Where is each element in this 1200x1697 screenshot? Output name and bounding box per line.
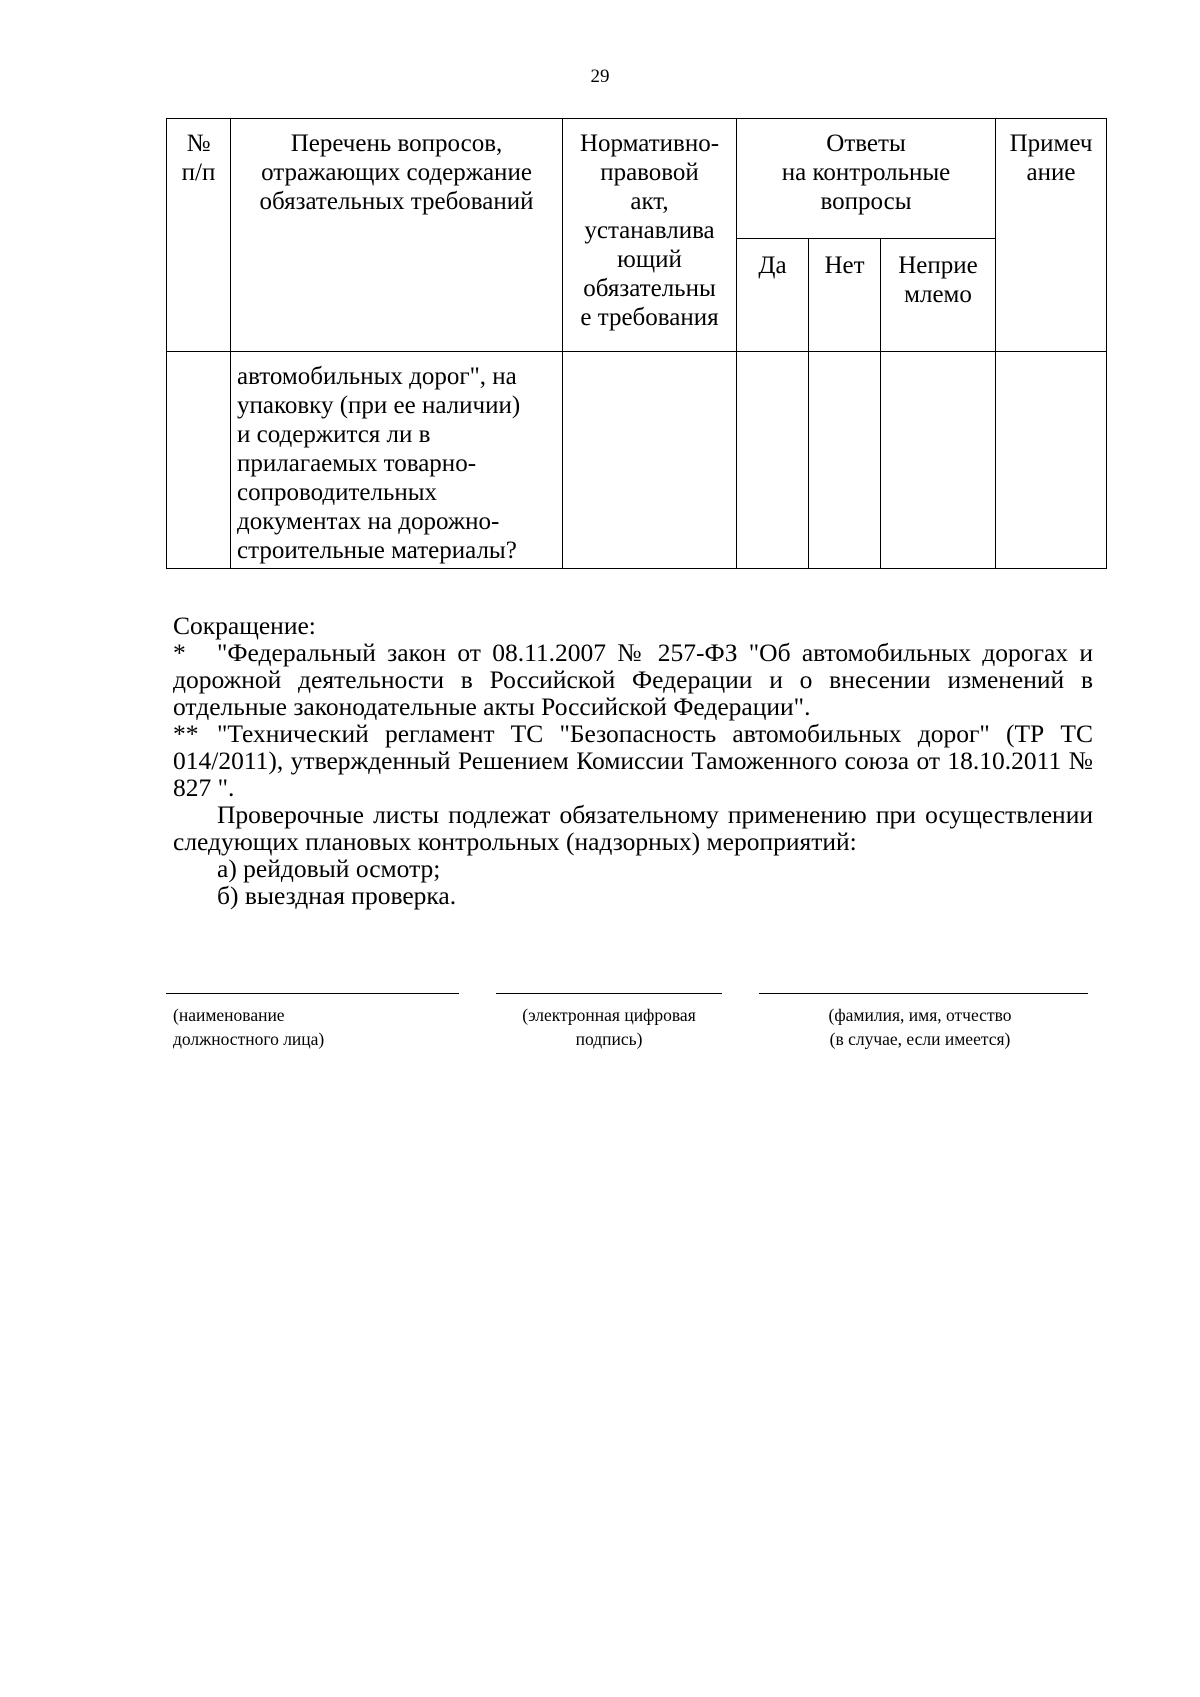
header-note: Примеч ание <box>996 119 1107 352</box>
row-act-cell <box>563 352 737 569</box>
header-yes: Да <box>737 239 809 352</box>
full-name-signature-line[interactable] <box>759 993 1088 994</box>
row-yes-cell[interactable] <box>737 352 809 569</box>
row-no-cell[interactable] <box>809 352 881 569</box>
abbreviations-title: Сокращение: <box>173 611 316 640</box>
footnote-1-mark: * <box>173 638 186 667</box>
header-normative-act: Нормативно- правовой акт, устанавлива ющий обязательны е требования <box>563 119 737 352</box>
header-not-applicable: Неприе млемо <box>881 239 996 352</box>
row-number-cell <box>167 352 231 569</box>
header-number: № п/п <box>167 119 231 352</box>
mandatory-application-text: Проверочные листы подлежат обязательному применению при осуществлении следующих плановых контрольных (надзорных) мероприятий: <box>173 800 1093 856</box>
checklist-table <box>166 118 1107 569</box>
event-item-b: б) выездная проверка. <box>217 881 457 910</box>
position-signature-line[interactable] <box>166 993 459 994</box>
digital-signature-line[interactable] <box>496 993 722 994</box>
row-na-cell[interactable] <box>881 352 996 569</box>
digital-signature-label: (электронная цифровая подпись) <box>522 1005 696 1049</box>
page-number: 29 <box>590 66 610 87</box>
footnote-2-text: "Технический регламент ТС "Безопасность автомобильных дорог" (ТР ТС 014/2011), утвержденный Решением Комиссии Таможенного союза от 18.10.2011 № 827 ". <box>173 719 1093 802</box>
abbreviations-section <box>173 612 1093 909</box>
footnote-1-text: "Федеральный закон от 08.11.2007 № 257-ФЗ "Об автомобильных дорогах и дорожной деятельности в Российской Федерации и о внесении изменений в отдельные законодательные акты Российской Федерации". <box>173 638 1093 721</box>
header-questions: Перечень вопросов, отражающих содержание обязательных требований <box>231 119 563 352</box>
footnote-2-mark: ** <box>173 719 199 748</box>
position-label: (наименование должностного лица) <box>173 1005 325 1049</box>
full-name-label: (фамилия, имя, отчество (в случае, если имеется) <box>828 1005 1012 1049</box>
event-item-a: а) рейдовый осмотр; <box>217 854 441 883</box>
header-answers: Ответы на контрольные вопросы <box>737 119 996 239</box>
table-header-row <box>167 119 1107 239</box>
footnote-2 <box>173 720 1093 801</box>
row-note-cell[interactable] <box>996 352 1107 569</box>
footnote-1 <box>173 639 1093 720</box>
table-row <box>167 352 1107 569</box>
header-no: Нет <box>809 239 881 352</box>
row-question-cell: автомобильных дорог", на упаковку (при ее наличии) и содержится ли в прилагаемых товарно-сопроводительных документах на дорожно-строительные материалы? <box>231 352 563 569</box>
